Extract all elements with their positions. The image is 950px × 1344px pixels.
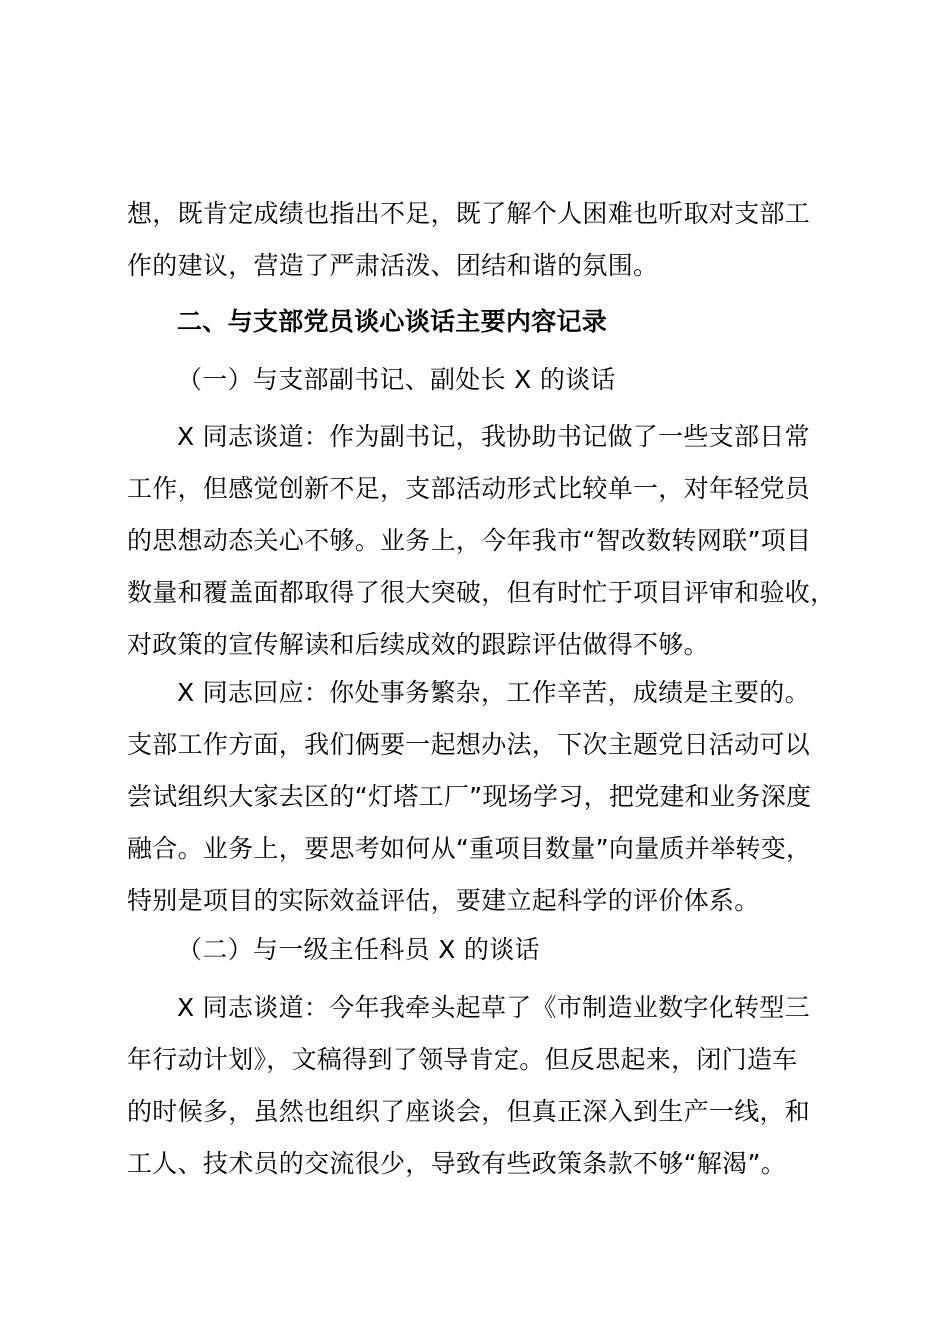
subsection-heading-text: （二）与一级主任科员 X 的谈话 <box>177 935 540 964</box>
text-line: 的时候多，虽然也组织了座谈会，但真正深入到生产一线，和 <box>127 1097 811 1126</box>
text-line: 数量和覆盖面都取得了很大突破，但有时忙于项目评审和验收， <box>127 578 836 607</box>
subsection-heading-text: （一）与支部副书记、副处长 X 的谈话 <box>177 365 616 394</box>
paragraph-3 <box>127 982 839 1190</box>
text-line: 想，既肯定成绩也指出不足，既了解个人困难也听取对支部工 <box>127 199 811 228</box>
section-heading <box>127 296 839 348</box>
text-line: 作的建议，营造了严肃活泼、团结和谐的氛围。 <box>127 251 659 280</box>
paragraph-2 <box>127 667 839 927</box>
text-line: X 同志谈道：今年我牵头起草了《市制造业数字化转型三 <box>177 993 810 1022</box>
paragraph-1 <box>127 411 839 671</box>
text-line: 年行动计划》，文稿得到了领导肯定。但反思起来，闭门造车 <box>127 1045 798 1074</box>
text-line: 对政策的宣传解读和后续成效的跟踪评估做得不够。 <box>127 630 709 659</box>
text-line: X 同志谈道：作为副书记，我协助书记做了一些支部日常 <box>177 422 810 451</box>
text-line: 支部工作方面，我们俩要一起想办法，下次主题党日活动可以 <box>127 730 811 759</box>
text-line: 的思想动态关心不够。业务上，今年我市“智改数转网联”项目 <box>127 526 812 555</box>
text-line: 工作，但感觉创新不足，支部活动形式比较单一，对年轻党员 <box>127 474 811 503</box>
section-heading-text: 二、与支部党员谈心谈话主要内容记录 <box>177 307 608 336</box>
paragraph-continued <box>127 188 839 292</box>
text-line: 融合。业务上，要思考如何从“重项目数量”向量质并举转变， <box>127 834 812 863</box>
subsection-heading-1 <box>127 354 839 406</box>
text-line: 工人、技术员的交流很少，导致有些政策条款不够“解渴”。 <box>127 1149 787 1178</box>
text-line: X 同志回应：你处事务繁杂，工作辛苦，成绩是主要的。 <box>177 678 810 707</box>
text-line: 尝试组织大家去区的“灯塔工厂”现场学习，把党建和业务深度 <box>127 782 812 811</box>
subsection-heading-2 <box>127 924 839 976</box>
text-line: 特别是项目的实际效益评估，要建立起科学的评价体系。 <box>127 886 760 915</box>
